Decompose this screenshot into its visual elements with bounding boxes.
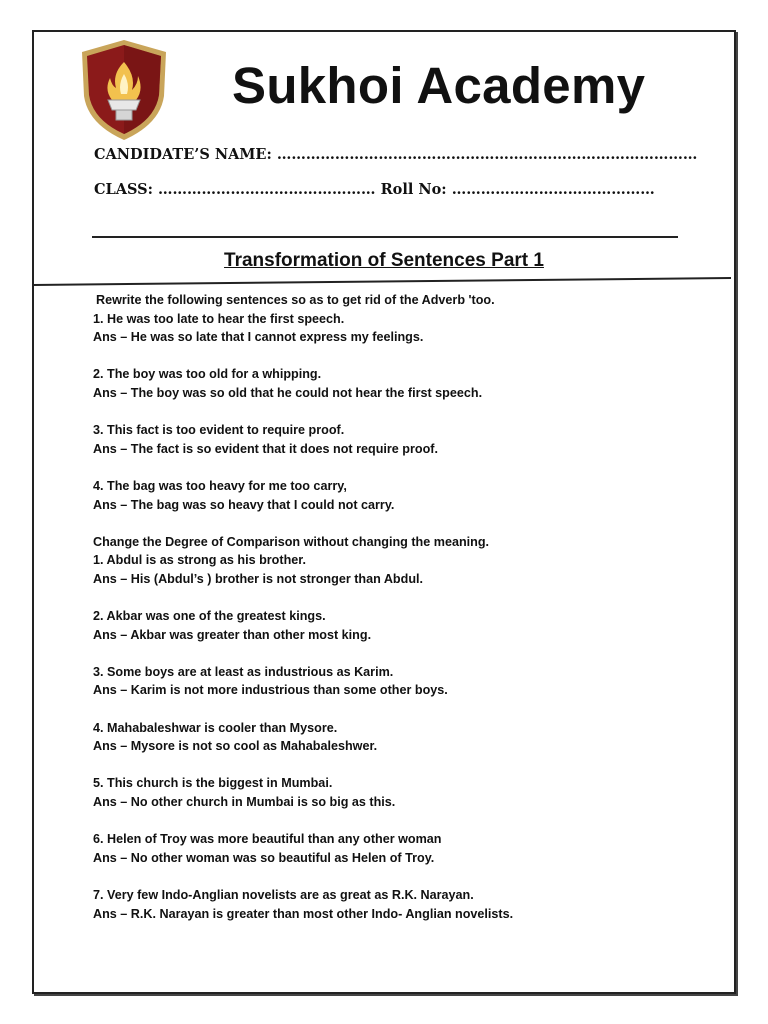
question: 1. Abdul is as strong as his brother.	[93, 553, 306, 568]
answer: Ans – Karim is not more industrious than some other boys.	[93, 683, 448, 698]
list-item	[93, 830, 713, 867]
document-title: Transformation of Sentences Part 1	[224, 250, 544, 271]
class-blank: ………………………………………	[158, 181, 376, 198]
roll-no-label: Roll No:	[380, 181, 447, 198]
answer: Ans – No other woman was so beautiful as Helen of Troy.	[93, 850, 435, 865]
answer: Ans – No other church in Mumbai is so big as this.	[93, 795, 396, 810]
answer: Ans – His (Abdul’s ) brother is not stronger than Abdul.	[93, 571, 424, 586]
answer: Ans – Akbar was greater than other most king.	[93, 627, 372, 642]
candidate-name-field	[94, 146, 697, 163]
roll-no-blank: ……………………………………	[451, 181, 655, 198]
answer: Ans – R.K. Narayan is greater than most other Indo- Anglian novelists.	[93, 906, 514, 921]
class-roll-field	[94, 181, 655, 198]
answer: Ans – The bag was so heavy that I could not carry.	[93, 497, 395, 512]
header-divider	[92, 236, 678, 238]
list-item	[93, 477, 713, 514]
section-instruction: Change the Degree of Comparison without changing the meaning.	[93, 534, 490, 549]
answer: Ans – He was so late that I cannot express my feelings.	[93, 330, 424, 345]
title-divider	[33, 276, 731, 286]
list-item	[93, 421, 713, 458]
torch-shield-icon	[78, 38, 170, 142]
question: 4. Mahabaleshwar is cooler than Mysore.	[93, 720, 338, 735]
class-label: CLASS:	[94, 181, 153, 198]
list-item	[93, 365, 713, 402]
list-item	[93, 310, 713, 347]
candidate-name-blank: ……………………………………………………………………………	[276, 146, 698, 163]
list-item	[93, 607, 713, 644]
question: 2. Akbar was one of the greatest kings.	[93, 609, 326, 624]
question: 6. Helen of Troy was more beautiful than any other woman	[93, 832, 442, 847]
question: 7. Very few Indo-Anglian novelists are as great as R.K. Narayan.	[93, 888, 474, 902]
worksheet-content	[93, 291, 713, 942]
candidate-name-label: CANDIDATE’S NAME:	[94, 146, 272, 163]
section-degree-of-comparison	[93, 533, 713, 923]
list-item	[93, 719, 713, 756]
question: 5. This church is the biggest in Mumbai.	[93, 776, 333, 791]
answer: Ans – The boy was so old that he could not hear the first speech.	[93, 385, 483, 400]
question: 4. The bag was too heavy for me too carry,	[93, 478, 347, 493]
academy-name: Sukhoi Academy	[232, 57, 646, 114]
section-instruction: Rewrite the following sentences so as to get rid of the Adverb 'too.	[96, 293, 495, 307]
answer: Ans – Mysore is not so cool as Mahabaleshwer.	[93, 739, 378, 754]
answer: Ans – The fact is so evident that it does not require proof.	[93, 441, 438, 456]
list-item	[93, 774, 713, 811]
question: 1. He was too late to hear the first speech.	[93, 311, 345, 326]
question: 2. The boy was too old for a whipping.	[93, 367, 322, 382]
list-item	[93, 886, 713, 923]
section-remove-too	[93, 291, 713, 514]
list-item	[93, 551, 713, 588]
question: 3. Some boys are at least as industrious as Karim.	[93, 664, 394, 679]
question: 3. This fact is too evident to require proof.	[93, 423, 345, 438]
list-item	[93, 663, 713, 700]
